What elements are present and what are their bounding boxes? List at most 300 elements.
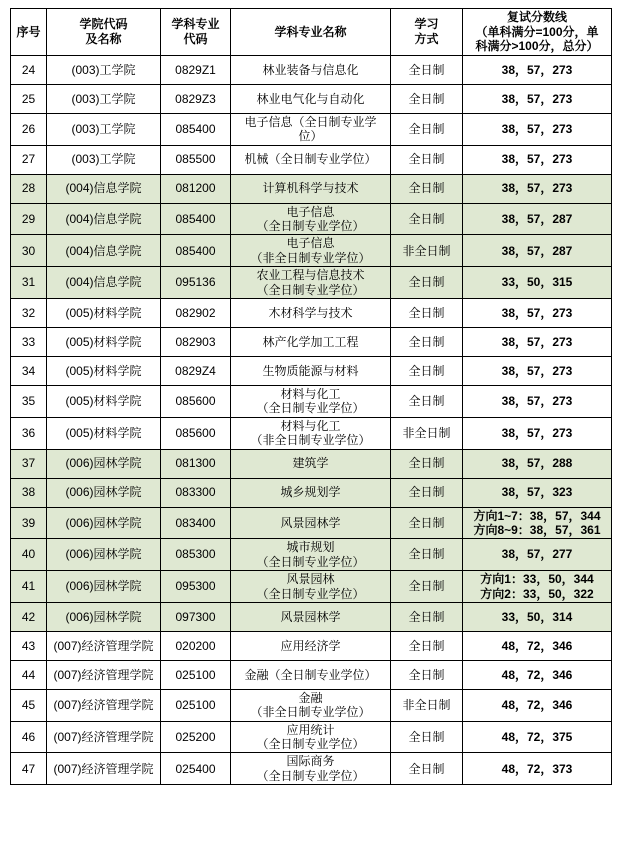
table-row bbox=[11, 267, 612, 299]
cell-major-name-line2: （全日制专业学位） bbox=[256, 586, 365, 601]
cell-seq-text: 40 bbox=[21, 547, 36, 562]
cell-score-line-text: 38，57，287 bbox=[501, 211, 573, 226]
cell-study-mode-text: 全日制 bbox=[408, 609, 445, 624]
cell-major-code-text: 085500 bbox=[175, 152, 216, 167]
cell-score-line bbox=[463, 84, 612, 113]
cell-score-line bbox=[463, 602, 612, 631]
cell-college-text: (007)经济管理学院 bbox=[53, 667, 154, 682]
cell-major-name bbox=[231, 660, 391, 689]
admission-score-table bbox=[10, 8, 612, 785]
cell-study-mode-text: 全日制 bbox=[408, 394, 445, 409]
cell-score-line-text: 33，50，314 bbox=[501, 609, 573, 624]
cell-college bbox=[47, 145, 161, 174]
cell-seq-text: 32 bbox=[21, 305, 36, 320]
cell-major-name bbox=[231, 203, 391, 235]
cell-score-line bbox=[463, 55, 612, 84]
cell-seq bbox=[11, 174, 47, 203]
cell-college bbox=[47, 203, 161, 235]
cell-major-name-text: 林业电气化与自动化 bbox=[256, 91, 365, 106]
cell-college-text: (006)园林学院 bbox=[65, 485, 142, 500]
cell-major-name-line2: （非全日制专业学位） bbox=[250, 433, 371, 448]
column-header-college-line1: 学院代码 bbox=[79, 17, 128, 32]
cell-study-mode-text: 全日制 bbox=[408, 456, 445, 471]
cell-study-mode-text: 全日制 bbox=[408, 275, 445, 290]
cell-study-mode bbox=[391, 203, 463, 235]
cell-study-mode-text: 非全日制 bbox=[402, 425, 451, 440]
column-header-major-name: 学科专业名称 bbox=[231, 9, 391, 56]
cell-major-code-text: 085400 bbox=[175, 243, 216, 258]
cell-major-code bbox=[161, 539, 231, 571]
cell-major-code-text: 025100 bbox=[175, 697, 216, 712]
cell-major-code bbox=[161, 174, 231, 203]
table-row bbox=[11, 478, 612, 507]
cell-college-text: (005)材料学院 bbox=[65, 334, 142, 349]
cell-seq-text: 35 bbox=[21, 394, 36, 409]
cell-college bbox=[47, 449, 161, 478]
cell-major-name-text: 木材科学与技术 bbox=[268, 305, 353, 320]
cell-major-code bbox=[161, 417, 231, 449]
cell-major-name-line1: 风景园林 bbox=[286, 572, 335, 587]
cell-study-mode-text: 全日制 bbox=[408, 547, 445, 562]
cell-college bbox=[47, 386, 161, 418]
cell-college bbox=[47, 602, 161, 631]
cell-major-code bbox=[161, 235, 231, 267]
table-body bbox=[11, 55, 612, 784]
cell-college-text: (003)工学院 bbox=[71, 62, 136, 77]
cell-major-code-text: 097300 bbox=[175, 609, 216, 624]
cell-major-code bbox=[161, 386, 231, 418]
cell-major-name-line1: 材料与化工 bbox=[280, 418, 341, 433]
table-row bbox=[11, 631, 612, 660]
cell-seq-text: 29 bbox=[21, 211, 36, 226]
cell-study-mode bbox=[391, 328, 463, 357]
table-row bbox=[11, 571, 612, 603]
cell-seq bbox=[11, 721, 47, 753]
cell-study-mode bbox=[391, 689, 463, 721]
cell-college bbox=[47, 539, 161, 571]
cell-study-mode bbox=[391, 539, 463, 571]
cell-college bbox=[47, 631, 161, 660]
cell-major-code bbox=[161, 267, 231, 299]
cell-major-code-text: 083400 bbox=[175, 515, 216, 530]
cell-study-mode-text: 全日制 bbox=[408, 515, 445, 530]
cell-seq-text: 39 bbox=[21, 515, 36, 530]
cell-seq bbox=[11, 113, 47, 145]
cell-seq-text: 42 bbox=[21, 609, 36, 624]
cell-major-name-line1: 农业工程与信息技术 bbox=[256, 268, 365, 283]
cell-major-name bbox=[231, 357, 391, 386]
cell-major-name-line1: 城市规划 bbox=[286, 540, 335, 555]
cell-major-code-text: 095136 bbox=[175, 275, 216, 290]
table-row bbox=[11, 689, 612, 721]
cell-seq-text: 34 bbox=[21, 363, 36, 378]
cell-college bbox=[47, 267, 161, 299]
cell-major-name bbox=[231, 478, 391, 507]
cell-major-name-text: 机械（全日制专业学位） bbox=[244, 152, 377, 167]
cell-major-name bbox=[231, 267, 391, 299]
cell-college bbox=[47, 235, 161, 267]
cell-study-mode-text: 全日制 bbox=[408, 211, 445, 226]
cell-score-line-text: 38，57，273 bbox=[501, 91, 573, 106]
cell-study-mode bbox=[391, 357, 463, 386]
cell-study-mode bbox=[391, 478, 463, 507]
cell-college-text: (007)经济管理学院 bbox=[53, 761, 154, 776]
cell-college-text: (003)工学院 bbox=[71, 152, 136, 167]
cell-major-name-text: 应用经济学 bbox=[280, 638, 341, 653]
cell-study-mode-text: 全日制 bbox=[408, 761, 445, 776]
column-header-score-line2: （单科满分=100分，单 bbox=[475, 24, 599, 39]
cell-major-code-text: 085600 bbox=[175, 394, 216, 409]
cell-score-line-text: 38，57，273 bbox=[501, 62, 573, 77]
cell-seq bbox=[11, 145, 47, 174]
cell-seq-text: 26 bbox=[21, 121, 36, 136]
cell-score-line-text: 38，57，273 bbox=[501, 363, 573, 378]
cell-major-name bbox=[231, 174, 391, 203]
cell-study-mode bbox=[391, 507, 463, 539]
cell-major-code-text: 095300 bbox=[175, 579, 216, 594]
cell-college-text: (006)园林学院 bbox=[65, 609, 142, 624]
cell-score-line-line1: 方向1：33，50，344 bbox=[480, 572, 594, 587]
cell-major-name-line2: （非全日制专业学位） bbox=[250, 705, 371, 720]
cell-score-line bbox=[463, 113, 612, 145]
table-row bbox=[11, 299, 612, 328]
cell-major-name-line1: 电子信息 bbox=[286, 236, 335, 251]
cell-major-name-line2: 位） bbox=[298, 129, 323, 144]
cell-major-code bbox=[161, 660, 231, 689]
cell-major-name bbox=[231, 84, 391, 113]
cell-major-code bbox=[161, 449, 231, 478]
cell-major-code-text: 0829Z3 bbox=[175, 91, 216, 106]
cell-seq bbox=[11, 386, 47, 418]
cell-score-line bbox=[463, 145, 612, 174]
cell-major-code-text: 0829Z1 bbox=[175, 62, 216, 77]
cell-study-mode-text: 全日制 bbox=[408, 579, 445, 594]
table-row bbox=[11, 357, 612, 386]
cell-study-mode bbox=[391, 386, 463, 418]
column-header-college bbox=[47, 9, 161, 56]
cell-college bbox=[47, 55, 161, 84]
cell-college-text: (005)材料学院 bbox=[65, 305, 142, 320]
cell-major-name bbox=[231, 602, 391, 631]
cell-study-mode-text: 全日制 bbox=[408, 334, 445, 349]
cell-score-line bbox=[463, 203, 612, 235]
cell-major-code bbox=[161, 689, 231, 721]
cell-major-name bbox=[231, 689, 391, 721]
cell-score-line bbox=[463, 539, 612, 571]
cell-major-code bbox=[161, 631, 231, 660]
column-header-score-line1: 复试分数线 bbox=[506, 10, 567, 24]
cell-major-code bbox=[161, 507, 231, 539]
cell-college-text: (007)经济管理学院 bbox=[53, 697, 154, 712]
cell-major-name-line1: 国际商务 bbox=[286, 754, 335, 769]
cell-major-code bbox=[161, 299, 231, 328]
cell-study-mode bbox=[391, 299, 463, 328]
cell-score-line-line1: 方向1~7：38，57，344 bbox=[473, 508, 601, 523]
cell-score-line bbox=[463, 571, 612, 603]
table-row bbox=[11, 602, 612, 631]
cell-major-code-text: 085400 bbox=[175, 211, 216, 226]
table-row bbox=[11, 174, 612, 203]
cell-score-line-text: 38，57，273 bbox=[501, 121, 573, 136]
cell-study-mode-text: 全日制 bbox=[408, 638, 445, 653]
cell-study-mode-text: 全日制 bbox=[408, 181, 445, 196]
cell-major-code-text: 020200 bbox=[175, 638, 216, 653]
cell-score-line bbox=[463, 753, 612, 785]
cell-seq-text: 45 bbox=[21, 697, 36, 712]
table-row bbox=[11, 203, 612, 235]
cell-score-line-line2: 方向8~9：38，57，361 bbox=[473, 522, 601, 537]
cell-score-line-line2: 方向2：33，50，322 bbox=[480, 586, 594, 601]
cell-major-code bbox=[161, 753, 231, 785]
cell-seq-text: 25 bbox=[21, 91, 36, 106]
cell-college bbox=[47, 721, 161, 753]
cell-study-mode bbox=[391, 55, 463, 84]
table-row bbox=[11, 113, 612, 145]
cell-major-name bbox=[231, 571, 391, 603]
cell-college-text: (006)园林学院 bbox=[65, 547, 142, 562]
cell-seq-text: 33 bbox=[21, 334, 36, 349]
cell-college bbox=[47, 299, 161, 328]
cell-study-mode bbox=[391, 449, 463, 478]
cell-score-line-text: 38，57，273 bbox=[501, 394, 573, 409]
cell-study-mode bbox=[391, 753, 463, 785]
cell-score-line bbox=[463, 507, 612, 539]
cell-study-mode-text: 全日制 bbox=[408, 667, 445, 682]
cell-major-code-text: 085300 bbox=[175, 547, 216, 562]
cell-college-text: (004)信息学院 bbox=[65, 181, 142, 196]
cell-major-name bbox=[231, 386, 391, 418]
cell-major-name bbox=[231, 299, 391, 328]
table-row bbox=[11, 145, 612, 174]
cell-score-line-text: 48，72，346 bbox=[501, 667, 573, 682]
cell-score-line bbox=[463, 299, 612, 328]
cell-seq-text: 37 bbox=[21, 456, 36, 471]
cell-major-name-text: 计算机科学与技术 bbox=[262, 181, 359, 196]
cell-score-line bbox=[463, 328, 612, 357]
cell-college bbox=[47, 660, 161, 689]
cell-score-line-text: 48，72，375 bbox=[501, 729, 573, 744]
cell-major-code-text: 081200 bbox=[175, 181, 216, 196]
cell-major-code bbox=[161, 84, 231, 113]
cell-score-line-text: 38，57，288 bbox=[501, 456, 573, 471]
cell-major-name-line1: 金融 bbox=[298, 690, 323, 705]
cell-seq-text: 31 bbox=[21, 275, 36, 290]
cell-college bbox=[47, 84, 161, 113]
cell-study-mode bbox=[391, 602, 463, 631]
cell-seq-text: 47 bbox=[21, 761, 36, 776]
cell-seq bbox=[11, 84, 47, 113]
cell-major-name-line2: （全日制专业学位） bbox=[256, 219, 365, 234]
cell-major-code bbox=[161, 478, 231, 507]
cell-seq-text: 36 bbox=[21, 425, 36, 440]
cell-score-line-text: 38，57，273 bbox=[501, 152, 573, 167]
cell-college bbox=[47, 328, 161, 357]
cell-study-mode bbox=[391, 631, 463, 660]
cell-score-line-text: 38，57，277 bbox=[501, 547, 573, 562]
table-row bbox=[11, 660, 612, 689]
cell-study-mode-text: 全日制 bbox=[408, 363, 445, 378]
cell-major-code-text: 085400 bbox=[175, 121, 216, 136]
cell-major-name-line1: 电子信息（全日制专业学 bbox=[244, 114, 377, 129]
cell-study-mode bbox=[391, 235, 463, 267]
table-row bbox=[11, 84, 612, 113]
cell-major-name bbox=[231, 145, 391, 174]
cell-seq-text: 27 bbox=[21, 152, 36, 167]
cell-major-code bbox=[161, 571, 231, 603]
cell-major-code-text: 025200 bbox=[175, 729, 216, 744]
column-header-major-code-line2: 代码 bbox=[183, 31, 208, 46]
cell-major-name-text: 金融（全日制专业学位） bbox=[244, 667, 377, 682]
cell-major-name-text: 建筑学 bbox=[292, 456, 329, 471]
cell-score-line bbox=[463, 267, 612, 299]
cell-major-name-line2: （非全日制专业学位） bbox=[250, 250, 371, 265]
cell-college bbox=[47, 174, 161, 203]
cell-major-code bbox=[161, 55, 231, 84]
cell-major-name bbox=[231, 55, 391, 84]
cell-major-name bbox=[231, 721, 391, 753]
cell-seq-text: 44 bbox=[21, 667, 36, 682]
cell-study-mode-text: 非全日制 bbox=[402, 243, 451, 258]
cell-study-mode bbox=[391, 113, 463, 145]
cell-score-line bbox=[463, 449, 612, 478]
cell-score-line-text: 38，57，287 bbox=[501, 243, 573, 258]
cell-major-code-text: 025100 bbox=[175, 667, 216, 682]
cell-study-mode bbox=[391, 571, 463, 603]
cell-seq-text: 46 bbox=[21, 729, 36, 744]
cell-major-name bbox=[231, 113, 391, 145]
cell-college bbox=[47, 478, 161, 507]
table-row bbox=[11, 753, 612, 785]
cell-major-name-text: 林产化学加工工程 bbox=[262, 334, 359, 349]
cell-seq bbox=[11, 602, 47, 631]
cell-score-line bbox=[463, 357, 612, 386]
cell-score-line bbox=[463, 478, 612, 507]
cell-seq bbox=[11, 753, 47, 785]
cell-seq bbox=[11, 299, 47, 328]
cell-major-name-line1: 电子信息 bbox=[286, 204, 335, 219]
cell-major-name-line2: （全日制专业学位） bbox=[256, 554, 365, 569]
cell-college-text: (007)经济管理学院 bbox=[53, 638, 154, 653]
cell-seq bbox=[11, 417, 47, 449]
cell-score-line bbox=[463, 660, 612, 689]
cell-college bbox=[47, 113, 161, 145]
table-row bbox=[11, 539, 612, 571]
cell-major-name-text: 风景园林学 bbox=[280, 515, 341, 530]
cell-seq bbox=[11, 631, 47, 660]
cell-seq bbox=[11, 539, 47, 571]
table-row bbox=[11, 328, 612, 357]
cell-score-line-text: 48，72，346 bbox=[501, 638, 573, 653]
table-row bbox=[11, 721, 612, 753]
cell-major-name-line2: （全日制专业学位） bbox=[256, 737, 365, 752]
cell-college-text: (005)材料学院 bbox=[65, 425, 142, 440]
cell-major-name-text: 风景园林学 bbox=[280, 609, 341, 624]
cell-score-line-text: 48，72，373 bbox=[501, 761, 573, 776]
cell-major-name-line2: （全日制专业学位） bbox=[256, 401, 365, 416]
cell-major-name-line2: （全日制专业学位） bbox=[256, 768, 365, 783]
cell-major-code-text: 0829Z4 bbox=[175, 363, 216, 378]
cell-score-line-text: 38，57，323 bbox=[501, 485, 573, 500]
cell-major-name bbox=[231, 507, 391, 539]
cell-seq bbox=[11, 660, 47, 689]
table-header bbox=[11, 9, 612, 56]
column-header-major-code bbox=[161, 9, 231, 56]
cell-study-mode-text: 全日制 bbox=[408, 305, 445, 320]
cell-study-mode-text: 全日制 bbox=[408, 62, 445, 77]
cell-college-text: (004)信息学院 bbox=[65, 243, 142, 258]
table-row bbox=[11, 417, 612, 449]
cell-major-code bbox=[161, 721, 231, 753]
cell-major-code bbox=[161, 203, 231, 235]
cell-score-line-text: 48，72，346 bbox=[501, 697, 573, 712]
cell-study-mode bbox=[391, 721, 463, 753]
cell-study-mode-text: 全日制 bbox=[408, 152, 445, 167]
cell-college bbox=[47, 689, 161, 721]
cell-score-line-text: 38，57，273 bbox=[501, 181, 573, 196]
cell-seq-text: 43 bbox=[21, 638, 36, 653]
cell-seq-text: 41 bbox=[21, 579, 36, 594]
cell-seq bbox=[11, 689, 47, 721]
cell-seq bbox=[11, 203, 47, 235]
cell-major-name-text: 城乡规划学 bbox=[280, 485, 341, 500]
cell-study-mode bbox=[391, 84, 463, 113]
cell-major-name-line1: 材料与化工 bbox=[280, 387, 341, 401]
cell-major-name bbox=[231, 539, 391, 571]
cell-seq-text: 28 bbox=[21, 181, 36, 196]
cell-seq bbox=[11, 267, 47, 299]
cell-score-line bbox=[463, 386, 612, 418]
cell-study-mode bbox=[391, 267, 463, 299]
table-row bbox=[11, 386, 612, 418]
cell-college-text: (007)经济管理学院 bbox=[53, 729, 154, 744]
cell-seq bbox=[11, 571, 47, 603]
cell-score-line bbox=[463, 417, 612, 449]
column-header-major-code-line1: 学科专业 bbox=[171, 17, 220, 32]
cell-college-text: (005)材料学院 bbox=[65, 394, 142, 409]
column-header-seq: 序号 bbox=[11, 9, 47, 56]
cell-major-code-text: 082903 bbox=[175, 334, 216, 349]
cell-score-line-text: 38，57，273 bbox=[501, 334, 573, 349]
cell-score-line-text: 38，57，273 bbox=[501, 305, 573, 320]
cell-major-name bbox=[231, 235, 391, 267]
cell-study-mode bbox=[391, 417, 463, 449]
cell-study-mode bbox=[391, 174, 463, 203]
cell-major-code-text: 085600 bbox=[175, 425, 216, 440]
cell-score-line-text: 33，50，315 bbox=[501, 275, 573, 290]
cell-seq bbox=[11, 478, 47, 507]
cell-major-name-line2: （全日制专业学位） bbox=[256, 282, 365, 297]
cell-major-code bbox=[161, 113, 231, 145]
cell-major-name-line1: 应用统计 bbox=[286, 722, 335, 737]
cell-major-code bbox=[161, 328, 231, 357]
cell-major-name-text: 林业装备与信息化 bbox=[262, 62, 359, 77]
cell-college-text: (006)园林学院 bbox=[65, 515, 142, 530]
cell-major-code bbox=[161, 602, 231, 631]
cell-seq bbox=[11, 235, 47, 267]
cell-major-name-text: 生物质能源与材料 bbox=[262, 363, 359, 378]
cell-seq bbox=[11, 507, 47, 539]
column-header-score-line3: 科满分>100分，总分） bbox=[475, 39, 599, 54]
cell-college-text: (003)工学院 bbox=[71, 121, 136, 136]
cell-major-name bbox=[231, 417, 391, 449]
cell-study-mode-text: 全日制 bbox=[408, 729, 445, 744]
column-header-study-mode-line1: 学习 bbox=[414, 17, 439, 32]
cell-score-line bbox=[463, 174, 612, 203]
cell-score-line bbox=[463, 631, 612, 660]
cell-score-line bbox=[463, 721, 612, 753]
cell-college bbox=[47, 357, 161, 386]
table-row bbox=[11, 235, 612, 267]
